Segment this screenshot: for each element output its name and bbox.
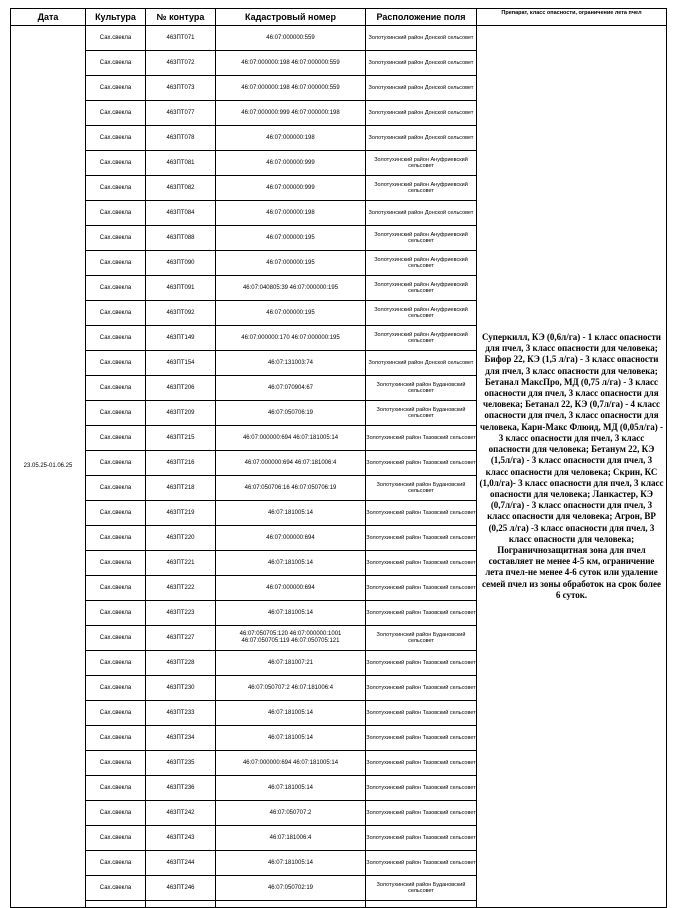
location-cell: Золотухинский район Ануфриевский сельсовет — [366, 326, 477, 351]
cadastral-cell: 46:07:000000:198 — [216, 201, 366, 226]
contour-cell: 463ПТ223 — [146, 601, 216, 626]
crop-cell: Сах.свекла — [86, 701, 146, 726]
crop-cell: Сах.свекла — [86, 526, 146, 551]
cadastral-cell: 46:07:000000:999 — [216, 176, 366, 201]
header-preparation: Препарат, класс опасности, ограничение лета пчел — [477, 9, 667, 26]
contour-cell: 463ПТ072 — [146, 51, 216, 76]
crop-cell: Сах.свекла — [86, 126, 146, 151]
cadastral-cell: 46:07:000000:694 46:07:181005:14 — [216, 751, 366, 776]
cadastral-cell: 46:07:000000:195 — [216, 226, 366, 251]
location-cell: Золотухинский район Тазовский сельсовет — [366, 826, 477, 851]
cadastral-cell: 46:07:000000:694 46:07:181005:14 — [216, 426, 366, 451]
cadastral-cell: 46:07:000000:198 46:07:000000:559 — [216, 76, 366, 101]
location-cell: Золотухинский район Тазовский сельсовет — [366, 501, 477, 526]
header-location: Расположение поля — [366, 9, 477, 26]
crop-cell: Сах.свекла — [86, 251, 146, 276]
crop-cell: Сах.свекла — [86, 676, 146, 701]
cadastral-cell: 46:07:000000:198 — [216, 126, 366, 151]
header-date: Дата — [11, 9, 86, 26]
location-cell: Золотухинский район Донской сельсовет — [366, 126, 477, 151]
location-cell: Золотухинский район Тазовский сельсовет — [366, 651, 477, 676]
contour-cell: 463ПТ088 — [146, 226, 216, 251]
location-cell: Золотухинский район Будановский сельсовет — [366, 401, 477, 426]
empty-cell — [146, 901, 216, 908]
cadastral-cell: 46:07:050707:2 46:07:181006:4 — [216, 676, 366, 701]
contour-cell: 463ПТ219 — [146, 501, 216, 526]
contour-cell: 463ПТ230 — [146, 676, 216, 701]
cadastral-cell: 46:07:050705:120 46:07:000000:1001 46:07:050705:119 46:07:050705:121 — [216, 626, 366, 651]
location-cell: Золотухинский район Тазовский сельсовет — [366, 576, 477, 601]
cadastral-cell: 46:07:000000:559 — [216, 26, 366, 51]
crop-cell: Сах.свекла — [86, 601, 146, 626]
cadastral-cell: 46:07:181005:14 — [216, 701, 366, 726]
location-cell: Золотухинский район Тазовский сельсовет — [366, 701, 477, 726]
cadastral-cell: 46:07:000000:195 — [216, 251, 366, 276]
crop-cell: Сах.свекла — [86, 26, 146, 51]
table-row — [11, 26, 667, 51]
crop-cell: Сах.свекла — [86, 451, 146, 476]
crop-cell: Сах.свекла — [86, 826, 146, 851]
cadastral-cell: 46:07:181006:4 — [216, 826, 366, 851]
contour-cell: 463ПТ077 — [146, 101, 216, 126]
cadastral-cell: 46:07:181007:21 — [216, 651, 366, 676]
location-cell: Золотухинский район Будановский сельсовет — [366, 376, 477, 401]
location-cell: Золотухинский район Будановский сельсовет — [366, 626, 477, 651]
cadastral-cell: 46:07:181005:14 — [216, 776, 366, 801]
header-row — [11, 9, 667, 26]
crop-cell: Сах.свекла — [86, 576, 146, 601]
contour-cell: 463ПТ216 — [146, 451, 216, 476]
empty-cell — [86, 901, 146, 908]
cadastral-cell: 46:07:181005:14 — [216, 726, 366, 751]
crop-cell: Сах.свекла — [86, 351, 146, 376]
contour-cell: 463ПТ078 — [146, 126, 216, 151]
crop-cell: Сах.свекла — [86, 551, 146, 576]
cadastral-cell: 46:07:000000:999 — [216, 151, 366, 176]
location-cell: Золотухинский район Ануфриевский сельсовет — [366, 176, 477, 201]
location-cell: Золотухинский район Ануфриевский сельсовет — [366, 276, 477, 301]
cadastral-cell: 46:07:050707:2 — [216, 801, 366, 826]
crop-cell: Сах.свекла — [86, 476, 146, 501]
cadastral-cell: 46:07:181005:14 — [216, 851, 366, 876]
cadastral-cell: 46:07:000000:195 — [216, 301, 366, 326]
contour-cell: 463ПТ090 — [146, 251, 216, 276]
contour-cell: 463ПТ218 — [146, 476, 216, 501]
cadastral-cell: 46:07:040805:39 46:07:000000:195 — [216, 276, 366, 301]
location-cell: Золотухинский район Тазовский сельсовет — [366, 801, 477, 826]
location-cell: Золотухинский район Тазовский сельсовет — [366, 676, 477, 701]
crop-cell: Сах.свекла — [86, 501, 146, 526]
cadastral-cell: 46:07:181005:14 — [216, 601, 366, 626]
preparation-cell: Суперкилл, КЭ (0,6л/га) - 1 класс опасности для пчел, 3 класс опасности для человека; Бифор 22, КЭ (1,5 л/га) - 3 класс опасности для пчел, 3 класс опасности для человека; Бетанал МаксПро, МД (0,75 л/га) - 3 класс опасности для пчел, 3 класс опасности для человека; Бетанал 22, КЭ (0,7л/га) - 4 класс опасности для пчел, 3 класс опасности для человека, Кари-Макс Флюид, МД (0,05л/га) - 3 класс опасности для пчел, 3 класс опасности для человека; Бетанум 22, КЭ (1,5л/га) - 3 класс опасности для пчел, 3 класс опасности для человека; Скрин, КС (1,0л/га)- 3 класс опасности для пчел, 3 класс опасности для человека; Ланкастер, КЭ (0,7л/га) - 3 класс опасности для пчел, 3 класс опасности для человека; Агрон, ВР (0,25 л/га) -3 класс опасности для пчел, 3 класс опасности для человека; Пограничнозащитная зона для пчел составляет не менее 4-5 км, ограничение лета пчел-не менее 4-6 суток или удаление семей пчел из зоны обработок на срок более 6 суток. — [477, 26, 667, 908]
crop-cell: Сах.свекла — [86, 51, 146, 76]
contour-cell: 463ПТ206 — [146, 376, 216, 401]
contour-cell: 463ПТ082 — [146, 176, 216, 201]
contour-cell: 463ПТ228 — [146, 651, 216, 676]
crop-cell: Сах.свекла — [86, 276, 146, 301]
crop-cell: Сах.свекла — [86, 851, 146, 876]
cadastral-cell: 46:07:000000:694 — [216, 576, 366, 601]
contour-cell: 463ПТ220 — [146, 526, 216, 551]
crop-cell: Сах.свекла — [86, 776, 146, 801]
contour-cell: 463ПТ242 — [146, 801, 216, 826]
empty-cell — [216, 901, 366, 908]
contour-cell: 463ПТ236 — [146, 776, 216, 801]
location-cell: Золотухинский район Тазовский сельсовет — [366, 426, 477, 451]
location-cell: Золотухинский район Тазовский сельсовет — [366, 726, 477, 751]
contour-cell: 463ПТ243 — [146, 826, 216, 851]
location-cell: Золотухинский район Тазовский сельсовет — [366, 451, 477, 476]
cadastral-cell: 46:07:131003:74 — [216, 351, 366, 376]
header-contour: № контура — [146, 9, 216, 26]
contour-cell: 463ПТ154 — [146, 351, 216, 376]
location-cell: Золотухинский район Будановский сельсовет — [366, 876, 477, 901]
cadastral-cell: 46:07:000000:999 46:07:000000:198 — [216, 101, 366, 126]
contour-cell: 463ПТ073 — [146, 76, 216, 101]
location-cell: Золотухинский район Ануфриевский сельсовет — [366, 151, 477, 176]
contour-cell: 463ПТ222 — [146, 576, 216, 601]
contour-cell: 463ПТ244 — [146, 851, 216, 876]
location-cell: Золотухинский район Донской сельсовет — [366, 51, 477, 76]
cadastral-cell: 46:07:070904:67 — [216, 376, 366, 401]
crop-cell: Сах.свекла — [86, 426, 146, 451]
location-cell: Золотухинский район Тазовский сельсовет — [366, 526, 477, 551]
cadastral-cell: 46:07:050702:19 — [216, 876, 366, 901]
crop-cell: Сах.свекла — [86, 401, 146, 426]
cadastral-cell: 46:07:000000:694 — [216, 526, 366, 551]
location-cell: Золотухинский район Тазовский сельсовет — [366, 551, 477, 576]
contour-cell: 463ПТ091 — [146, 276, 216, 301]
location-cell: Золотухинский район Ануфриевский сельсовет — [366, 226, 477, 251]
crop-cell: Сах.свекла — [86, 76, 146, 101]
contour-cell: 463ПТ221 — [146, 551, 216, 576]
crop-cell: Сах.свекла — [86, 226, 146, 251]
location-cell: Золотухинский район Донской сельсовет — [366, 26, 477, 51]
contour-cell: 463ПТ234 — [146, 726, 216, 751]
crop-cell: Сах.свекла — [86, 101, 146, 126]
contour-cell: 463ПТ149 — [146, 326, 216, 351]
cadastral-cell: 46:07:050706:16 46:07:050706:19 — [216, 476, 366, 501]
cadastral-cell: 46:07:181005:14 — [216, 551, 366, 576]
crop-cell: Сах.свекла — [86, 876, 146, 901]
contour-cell: 463ПТ092 — [146, 301, 216, 326]
contour-cell: 463ПТ081 — [146, 151, 216, 176]
location-cell: Золотухинский район Донской сельсовет — [366, 101, 477, 126]
header-crop: Культура — [86, 9, 146, 26]
contour-cell: 463ПТ246 — [146, 876, 216, 901]
crop-cell: Сах.свекла — [86, 626, 146, 651]
contour-cell: 463ПТ215 — [146, 426, 216, 451]
crop-cell: Сах.свекла — [86, 301, 146, 326]
crop-cell: Сах.свекла — [86, 201, 146, 226]
location-cell: Золотухинский район Тазовский сельсовет — [366, 851, 477, 876]
crop-cell: Сах.свекла — [86, 801, 146, 826]
contour-cell: 463ПТ209 — [146, 401, 216, 426]
crop-cell: Сах.свекла — [86, 651, 146, 676]
location-cell: Золотухинский район Тазовский сельсовет — [366, 751, 477, 776]
crop-cell: Сах.свекла — [86, 326, 146, 351]
contour-cell: 463ПТ071 — [146, 26, 216, 51]
location-cell: Золотухинский район Донской сельсовет — [366, 76, 477, 101]
location-cell: Золотухинский район Будановский сельсовет — [366, 476, 477, 501]
cadastral-cell: 46:07:000000:170 46:07:000000:195 — [216, 326, 366, 351]
cadastral-cell: 46:07:000000:694 46:07:181006:4 — [216, 451, 366, 476]
crop-cell: Сах.свекла — [86, 376, 146, 401]
crop-cell: Сах.свекла — [86, 151, 146, 176]
contour-cell: 463ПТ227 — [146, 626, 216, 651]
empty-cell — [366, 901, 477, 908]
contour-cell: 463ПТ235 — [146, 751, 216, 776]
contour-cell: 463ПТ084 — [146, 201, 216, 226]
field-treatment-table — [10, 8, 667, 908]
cadastral-cell: 46:07:000000:198 46:07:000000:559 — [216, 51, 366, 76]
location-cell: Золотухинский район Тазовский сельсовет — [366, 601, 477, 626]
crop-cell: Сах.свекла — [86, 176, 146, 201]
location-cell: Золотухинский район Тазовский сельсовет — [366, 776, 477, 801]
location-cell: Золотухинский район Донской сельсовет — [366, 351, 477, 376]
cadastral-cell: 46:07:050706:19 — [216, 401, 366, 426]
crop-cell: Сах.свекла — [86, 751, 146, 776]
date-range-cell: 23.05.25-01.06.25 — [11, 26, 86, 908]
location-cell: Золотухинский район Донской сельсовет — [366, 201, 477, 226]
header-cadastral: Кадастровый номер — [216, 9, 366, 26]
contour-cell: 463ПТ233 — [146, 701, 216, 726]
table-body — [11, 26, 667, 908]
cadastral-cell: 46:07:181005:14 — [216, 501, 366, 526]
crop-cell: Сах.свекла — [86, 726, 146, 751]
location-cell: Золотухинский район Ануфриевский сельсовет — [366, 301, 477, 326]
location-cell: Золотухинский район Ануфриевский сельсовет — [366, 251, 477, 276]
document-page — [10, 8, 666, 908]
